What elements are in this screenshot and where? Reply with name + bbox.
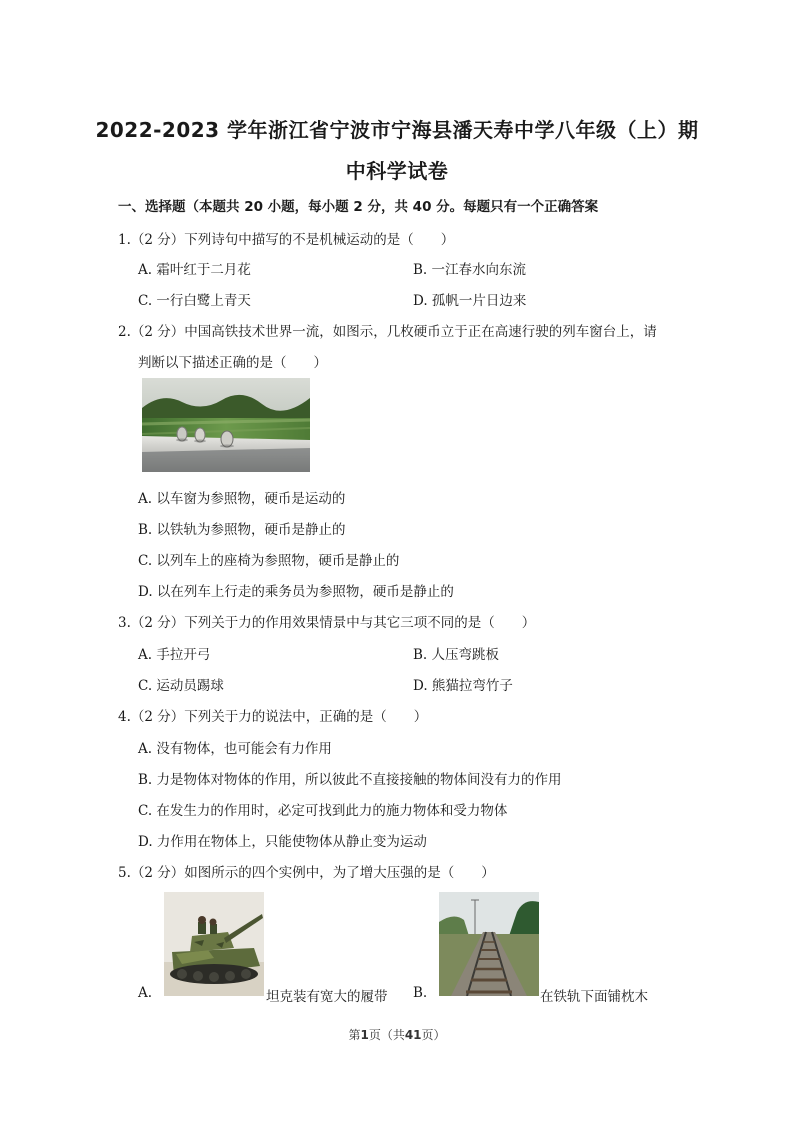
page-footer: [0, 1026, 794, 1043]
q4-option-c: C. 在发生力的作用时，必定可找到此力的施力物体和受力物体: [138, 803, 508, 819]
q2-option-b: B. 以铁轨为参照物，硬币是静止的: [138, 522, 346, 538]
train-window-coins-illustration: [142, 378, 310, 472]
exam-title-line2: 中科学试卷: [345, 159, 449, 183]
q5-option-a-letter: A.: [138, 985, 153, 1001]
q2-stem-line2: 判断以下描述正确的是（ ）: [138, 355, 327, 371]
q3-option-a: A. 手拉开弓: [138, 647, 211, 663]
q4-option-d: D. 力作用在物体上，只能使物体从静止变为运动: [138, 834, 427, 850]
q1-option-b: B. 一江春水向东流: [413, 262, 527, 278]
q3-option-b: B. 人压弯跳板: [413, 647, 500, 663]
q3-stem: 3.（2 分）下列关于力的作用效果情景中与其它三项不同的是（ ）: [118, 615, 536, 631]
railway-sleepers-photo: [439, 892, 539, 996]
section-heading: 一、选择题（本题共 20 小题，每小题 2 分，共 40 分。每题只有一个正确答案: [118, 199, 599, 215]
q2-stem-line1: 2.（2 分）中国高铁技术世界一流，如图示，几枚硬币立于正在高速行驶的列车窗台上，请: [118, 324, 657, 340]
footer-mid: 页（共: [368, 1028, 405, 1042]
tank-photo: [164, 892, 264, 996]
q5-stem: 5.（2 分）如图所示的四个实例中，为了增大压强的是（ ）: [118, 865, 495, 881]
tank-illustration: [164, 892, 264, 996]
q1-stem: 1.（2 分）下列诗句中描写的不是机械运动的是（ ）: [118, 232, 455, 248]
q5-option-b-letter: B.: [413, 985, 428, 1001]
q3-option-c: C. 运动员踢球: [138, 678, 224, 694]
q2-option-a: A. 以车窗为参照物，硬币是运动的: [138, 491, 346, 507]
q2-option-c: C. 以列车上的座椅为参照物，硬币是静止的: [138, 553, 400, 569]
q4-option-a: A. 没有物体，也可能会有力作用: [138, 741, 332, 757]
q2-option-d: D. 以在列车上行走的乘务员为参照物，硬币是静止的: [138, 584, 454, 600]
q3-option-d: D. 熊猫拉弯竹子: [413, 678, 513, 694]
train-window-coins-photo: [142, 378, 310, 472]
q5-option-b-caption: 在铁轨下面铺枕木: [540, 989, 648, 1005]
footer-prefix: 第: [348, 1028, 361, 1042]
q1-option-d: D. 孤帆一片日边来: [413, 293, 527, 309]
footer-total-pages: 41: [404, 1028, 422, 1042]
footer-suffix: 页）: [421, 1028, 446, 1042]
q1-option-c: C. 一行白鹭上青天: [138, 293, 251, 309]
exam-title-line1: 2022-2023 学年浙江省宁波市宁海县潘天寿中学八年级（上）期: [95, 118, 699, 142]
footer-page-number: 1: [360, 1028, 369, 1042]
q4-stem: 4.（2 分）下列关于力的说法中，正确的是（ ）: [118, 709, 428, 725]
q4-option-b: B. 力是物体对物体的作用，所以彼此不直接接触的物体间没有力的作用: [138, 772, 562, 788]
q5-option-a-caption: 坦克装有宽大的履带: [266, 989, 388, 1005]
q1-option-a: A. 霜叶红于二月花: [138, 262, 251, 278]
railway-illustration: [439, 892, 539, 996]
